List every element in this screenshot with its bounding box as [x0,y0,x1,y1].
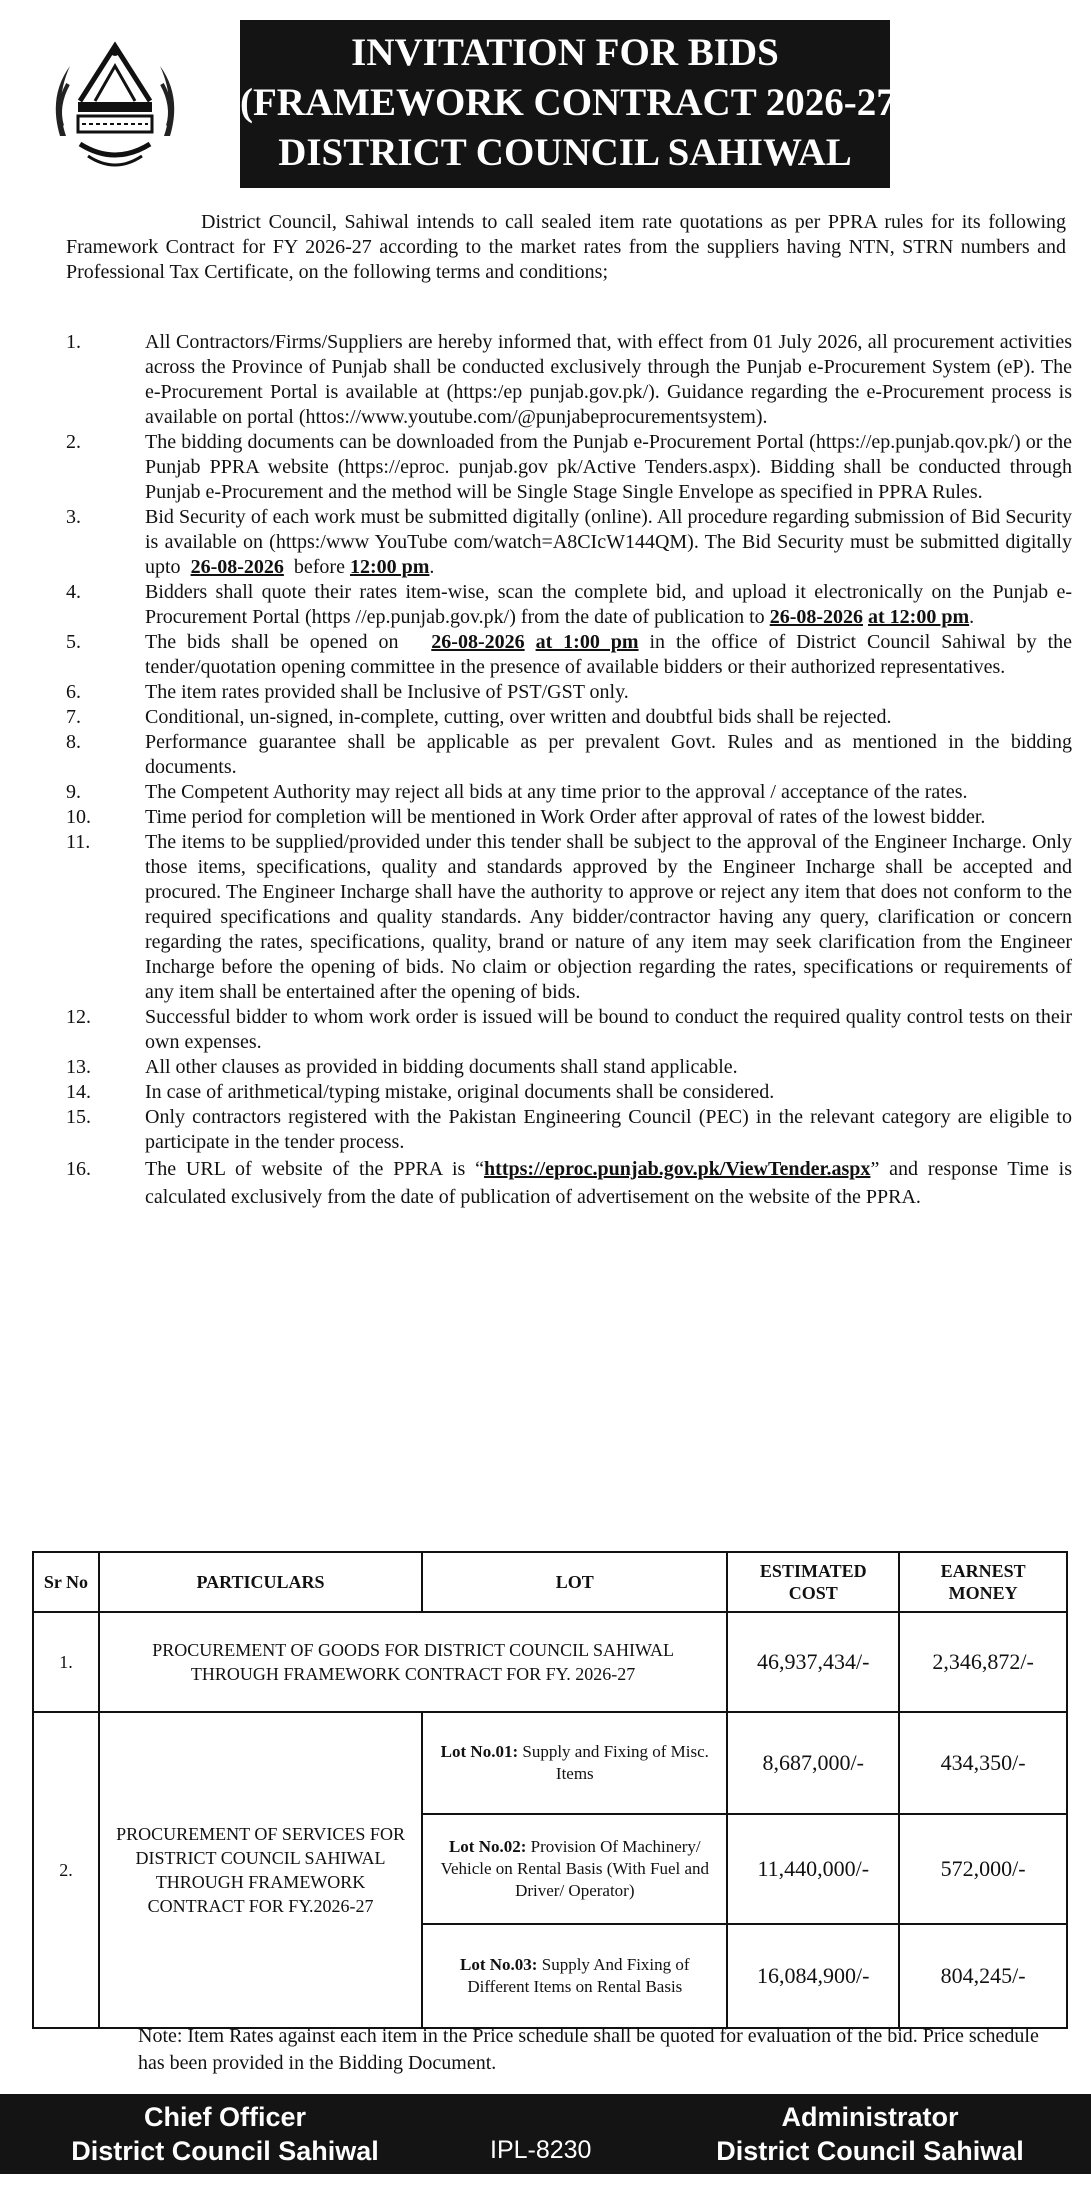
lot-name: Lot No.02: [448,1837,527,1856]
clause-text: Time period for completion will be mentioned in Work Order after approval of rates of the lowest bidder. [145,806,986,828]
ppra-url-link[interactable]: https://eproc.punjab.gov.pk/ViewTender.aspx [484,1158,871,1180]
lot-earnest-money: 572,000/- [899,1814,1067,1924]
lot-description: Provision Of Machinery/ Vehicle on Rental Basis (With Fuel and Driver/ Operator) [440,1837,710,1900]
clause-text: All other clauses as provided in bidding documents shall stand applicable. [145,1056,738,1078]
footer-right-block [680,2100,1060,2168]
opening-time: at 1:00 pm [535,631,639,653]
clause-text [145,1155,1072,1211]
row-sr: 1. [33,1612,99,1712]
header-lot: LOT [422,1552,727,1612]
header-particulars: PARTICULARS [99,1552,422,1612]
clause-text-part: . [969,606,975,628]
clause-number: 11. [66,831,91,853]
submission-time: at 12:00 pm [868,606,970,628]
intro-paragraph [66,210,1066,285]
footer-left-block [0,2100,450,2168]
clause-12 [66,1005,1072,1055]
clause-text-part: The URL of website of the PPRA is “ [145,1158,485,1180]
lot-name: Lot No.03: [460,1955,538,1974]
bid-security-date: 26-08-2026 [190,556,284,578]
lot-cell [422,1814,727,1924]
clause-text: The Competent Authority may reject all bids at any time prior to the approval / acceptance of the rates. [145,781,968,803]
clause-1 [66,330,1072,430]
clause-text: In case of arithmetical/typing mistake, original documents shall be considered. [145,1081,775,1103]
clause-number: 3. [66,506,81,528]
clause-text-part: Bid Security of each work must be submitted digitally (online). All procedure regarding submission of Bid Security is available on (https:/www YouTube com/watch=A8CIcW144QM). The Bid Security must be submitted digitally upto [145,506,1072,578]
header-earnest-money: EARNEST MONEY [899,1552,1067,1612]
title-banner [240,20,909,188]
clause-text-part: Bidders shall quote their rates item-wise, scan the complete bid, and upload it electronically on the Punjab e-Procurement Portal (https //ep.punjab.gov.pk/) from the date of publication to [145,581,1072,628]
clause-text-part: . [429,556,435,578]
lot-cell [422,1712,727,1814]
row-earnest-money: 2,346,872/- [899,1612,1067,1712]
clause-text: The bidding documents can be downloaded from the Punjab e-Procurement Portal (https://ep.punjab.qov.pk/) or the Punjab PPRA website (https://eproc. punjab.gov pk/Active Tenders.aspx). Bidding shall be conducted through Punjab e-Procurement and the method will be Single Stage Single Envelope as specified in PPRA Rules. [145,431,1072,503]
submission-date: 26-08-2026 [769,606,864,628]
clause-text: Conditional, un-signed, in-complete, cutting, over written and doubtful bids shall be rejected. [145,706,892,728]
lot-name: Lot No.01: [440,1742,519,1761]
clause-text: All Contractors/Firms/Suppliers are hereby informed that, with effect from 01 July 2026, all procurement activities across the Province of Punjab shall be conducted exclusively through the Punjab e-Procurement System (eP). The e-Procurement Portal is available at (https:/ep punjab.gov.pk/). Guidance regarding the e-Procurement process is available on portal (httos://www.youtube.com/@punjabeprocurementsystem). [145,331,1072,428]
footer-signature-bar [0,2094,1091,2174]
title-line-3: DISTRICT COUNCIL SAHIWAL [278,131,852,174]
clause-4 [66,580,1072,630]
clause-number: 4. [66,581,81,603]
header-estimated-cost: ESTIMATED COST [727,1552,899,1612]
bid-security-time: 12:00 pm [349,556,430,578]
clause-number: 16. [66,1158,91,1180]
clause-text [145,630,1072,680]
clause-11 [66,830,1072,1005]
clause-number: 7. [66,706,81,728]
clause-text: The items to be supplied/provided under this tender shall be subject to the approval of the Engineer Incharge. Only those items, specifications, quality and standards approved by the Engineer Incharge shall be accepted and procured. The Engineer Incharge shall have the authority to approve or reject any item that does not conform to the required specifications and quality standards. Any bidder/contractor having any query, clarification or concern regarding the rates, specifications, quality, brand or nature of any item may seek clarification from the Engineer Incharge before the opening of bids. No claim or objection regarding the rates, specifications or requirements of any item shall be entertained after the opening of bids. [145,831,1072,1003]
clause-number: 13. [66,1056,91,1078]
clause-number: 10. [66,806,91,828]
clause-3 [66,505,1072,580]
clause-text-part: The bids shall be opened on [145,631,399,653]
clause-5 [66,630,1072,680]
clause-text [145,580,1072,630]
clause-text: Performance guarantee shall be applicable as per prevalent Govt. Rules and as mentioned in the bidding documents. [145,731,1072,778]
opening-date: 26-08-2026 [431,631,525,653]
table-header-row [33,1552,1067,1612]
title-line-1: INVITATION FOR BIDS [351,31,779,74]
clause-text-part: ” and response Time is calculated exclusively from the date of publication of advertisement on the website of the PPRA. [145,1158,1072,1208]
clause-text: Successful bidder to whom work order is issued will be bound to conduct the required quality control tests on their own expenses. [145,1006,1072,1053]
clause-text: The item rates provided shall be Inclusive of PST/GST only. [145,681,629,703]
row-estimated-cost: 46,937,434/- [727,1612,899,1712]
row-sr: 2. [33,1712,99,2028]
clause-number: 15. [66,1106,91,1128]
lot-estimated-cost: 11,440,000/- [727,1814,899,1924]
clause-number: 2. [66,431,81,453]
clause-2 [66,430,1072,505]
terms-and-conditions-list [66,330,1072,1211]
clause-text: Only contractors registered with the Pakistan Engineering Council (PEC) in the relevant category are eligible to participate in the tender process. [145,1106,1072,1153]
clause-number: 5. [66,631,81,653]
lot-earnest-money: 804,245/- [899,1924,1067,2028]
administrator-title: Administrator [781,2102,959,2132]
clause-number: 6. [66,681,81,703]
clause-14 [66,1080,1072,1105]
clause-number: 1. [66,331,81,353]
clause-number: 12. [66,1006,91,1028]
title-line-2: (FRAMEWORK CONTRACT 2026-27) [240,81,909,124]
administrator-org: District Council Sahiwal [716,2136,1024,2166]
clause-10 [66,805,1072,830]
lot-earnest-money: 434,350/- [899,1712,1067,1814]
chief-officer-org: District Council Sahiwal [71,2136,379,2166]
ipl-code: IPL-8230 [490,2136,592,2164]
row-particulars: PROCUREMENT OF GOODS FOR DISTRICT COUNCIL SAHIWAL THROUGH FRAMEWORK CONTRACT FOR FY. 2026-27 [99,1612,728,1712]
lots-table [32,1551,1068,2029]
clause-number: 14. [66,1081,91,1103]
row-particulars: PROCUREMENT OF SERVICES FOR DISTRICT COUNCIL SAHIWAL THROUGH FRAMEWORK CONTRACT FOR FY.2026-27 [99,1712,422,2028]
table-row [33,1712,1067,1814]
clause-16 [66,1155,1072,1211]
lot-description: Supply And Fixing of Different Items on Rental Basis [467,1955,690,1996]
clause-13 [66,1055,1072,1080]
price-schedule-note: Note: Item Rates against each item in the Price schedule shall be quoted for evaluation of the bid. Price schedule has been provided in the Bidding Document. [138,2025,1039,2074]
lot-estimated-cost: 8,687,000/- [727,1712,899,1814]
clause-7 [66,705,1072,730]
clause-text-part: before [293,556,345,578]
clause-number: 8. [66,731,81,753]
lot-description: Supply and Fixing of Misc. Items [522,1742,709,1783]
clause-9 [66,780,1072,805]
clause-text [145,505,1072,580]
clause-15 [66,1105,1072,1155]
clause-text-part: in the office of District Council Sahiwal by the tender/quotation opening committee in the presence of available bidders or their authorized representatives. [145,631,1073,678]
header-sr-no: Sr No [33,1552,99,1612]
clause-6 [66,680,1072,705]
intro-text: District Council, Sahiwal intends to call sealed item rate quotations as per PPRA rules for its following Framework Contract for FY 2026-27 according to the market rates from the suppliers having NTN, STRN numbers and Professional Tax Certificate, on the following terms and conditions; [66,211,1066,283]
chief-officer-title: Chief Officer [143,2102,307,2132]
lot-estimated-cost: 16,084,900/- [727,1924,899,2028]
district-council-emblem-logo [40,26,190,196]
clause-8 [66,730,1072,780]
clause-number: 9. [66,781,81,803]
table-row [33,1612,1067,1712]
lot-cell [422,1924,727,2028]
